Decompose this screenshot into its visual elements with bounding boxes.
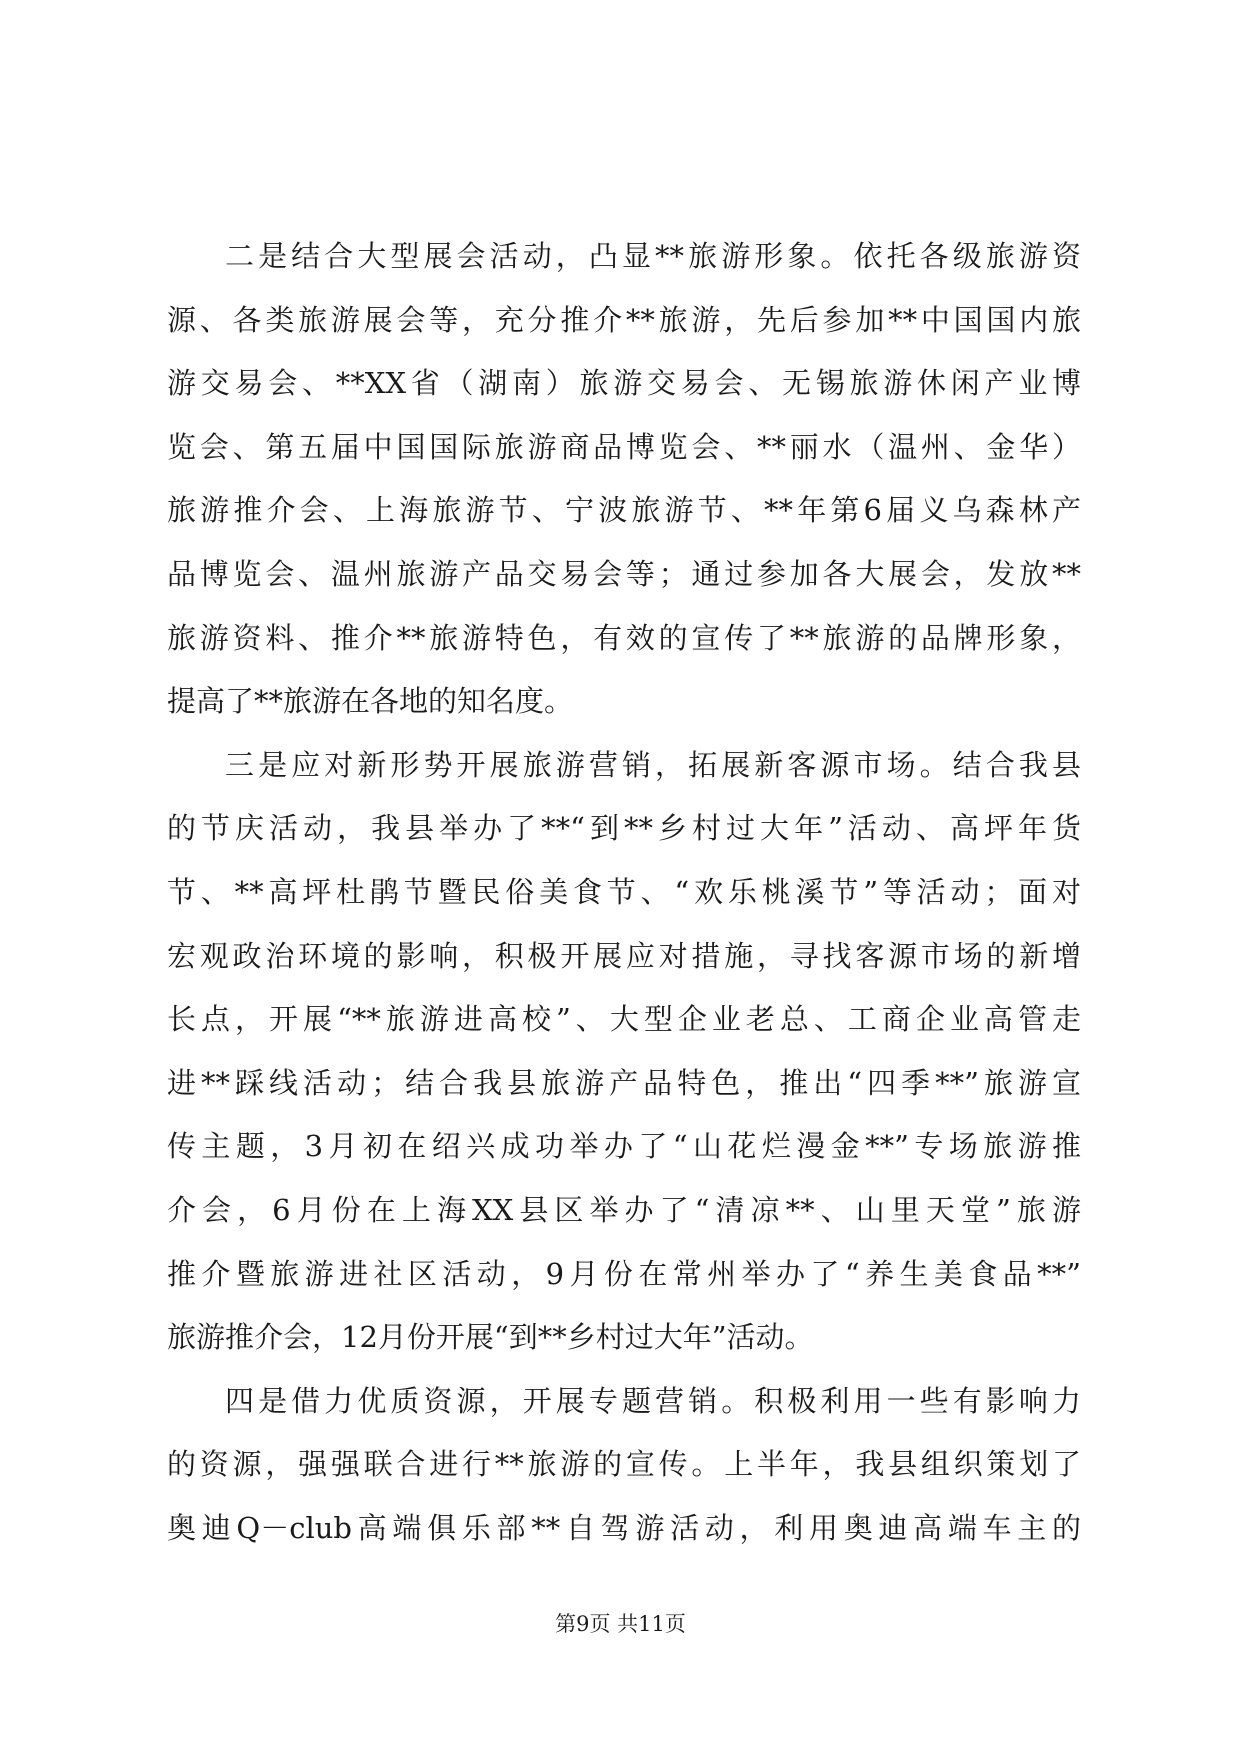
- text-line: 长点，开展“**旅游进高校”、大型企业老总、工商企业高管走: [167, 1002, 1081, 1037]
- text-line: 介会，6月份在上海XX县区举办了“清凉**、山里天堂”旅游: [167, 1192, 1081, 1227]
- text-line: 品博览会、温州旅游产品交易会等；通过参加各大展会，发放**: [167, 556, 1081, 591]
- text-line: 旅游推介会，12月份开展“到**乡村过大年”活动。: [167, 1320, 814, 1355]
- text-line: 的资源，强强联合进行**旅游的宣传。上半年，我县组织策划了: [167, 1447, 1081, 1482]
- document-body: [167, 225, 1081, 1560]
- text-line: 旅游推介会、上海旅游节、宁波旅游节、**年第6届义乌森林产: [167, 493, 1081, 528]
- text-line: 旅游资料、推介**旅游特色，有效的宣传了**旅游的品牌形象，: [167, 620, 1081, 655]
- text-line: 节、**高坪杜鹃节暨民俗美食节、“欢乐桃溪节”等活动；面对: [167, 874, 1081, 909]
- text-line: 的节庆活动，我县举办了**“到**乡村过大年”活动、高坪年货: [167, 811, 1081, 846]
- text-line: 进**踩线活动；结合我县旅游产品特色，推出“四季**”旅游宣: [167, 1065, 1081, 1100]
- text-line: 游交易会、**XX省（湖南）旅游交易会、无锡旅游休闲产业博: [167, 366, 1081, 401]
- paragraph-first-line: 三是应对新形势开展旅游营销，拓展新客源市场。结合我县: [225, 747, 1081, 782]
- page-footer: 第9页 共11页: [555, 1612, 686, 1636]
- text-line: 推介暨旅游进社区活动，9月份在常州举办了“养生美食品**”: [167, 1256, 1081, 1291]
- text-line: 源、各类旅游展会等，充分推介**旅游，先后参加**中国国内旅: [167, 302, 1081, 337]
- text-line: 奥迪Q－club高端俱乐部**自驾游活动，利用奥迪高端车主的: [167, 1510, 1081, 1545]
- text-line: 宏观政治环境的影响，积极开展应对措施，寻找客源市场的新增: [167, 938, 1081, 973]
- text-line: 览会、第五届中国国际旅游商品博览会、**丽水（温州、金华）: [167, 429, 1081, 464]
- text-line: 提高了**旅游在各地的知名度。: [167, 684, 574, 719]
- paragraph-first-line: 二是结合大型展会活动，凸显**旅游形象。依托各级旅游资: [225, 239, 1081, 273]
- text-line: 传主题，3月初在绍兴成功举办了“山花烂漫金**”专场旅游推: [167, 1129, 1081, 1164]
- paragraph-first-line: 四是借力优质资源，开展专题营销。积极利用一些有影响力: [225, 1383, 1081, 1418]
